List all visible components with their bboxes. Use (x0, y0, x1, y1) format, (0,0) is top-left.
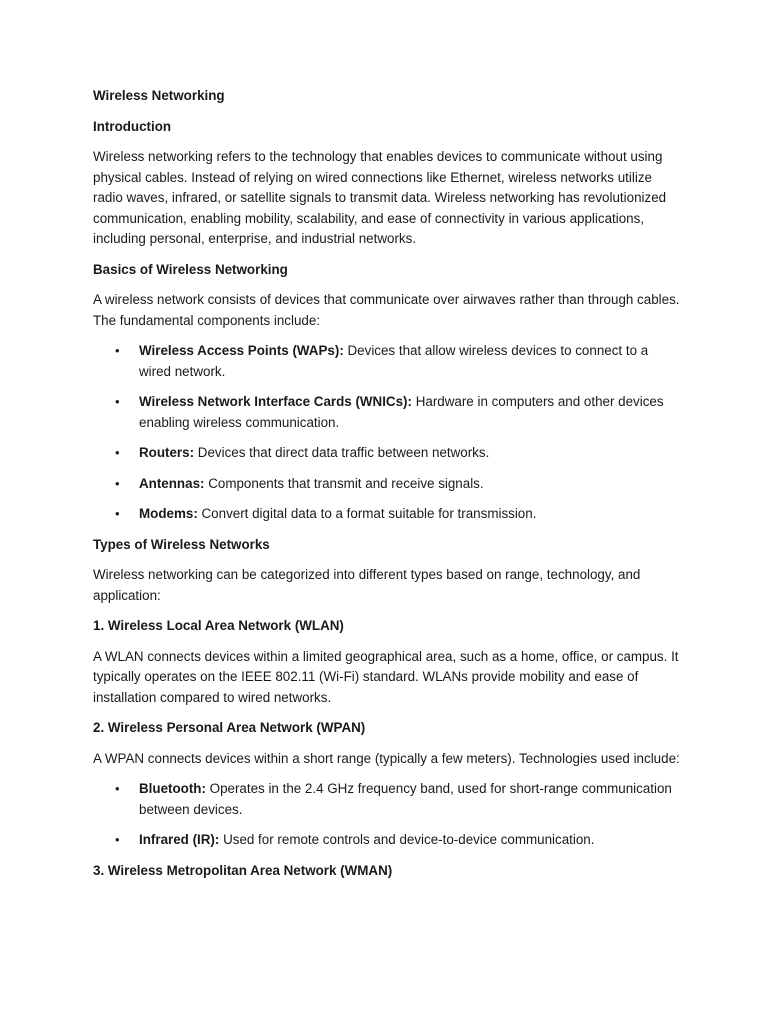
section-heading-types: Types of Wireless Networks (93, 536, 270, 552)
list-item-term: Wireless Network Interface Cards (WNICs): (139, 394, 412, 409)
list-item-description: Convert digital data to a format suitable for transmission. (197, 506, 537, 521)
list-item-description: Devices that direct data traffic between networks. (194, 445, 490, 460)
wlan-paragraph: A WLAN connects devices within a limited geographical area, such as a home, office, or campus. It typically operates on the IEEE 802.11 (Wi-Fi) standard. WLANs provide mobility and ease of installation compared to wired networks. (93, 648, 679, 705)
list-item (93, 392, 683, 433)
section-heading-basics: Basics of Wireless Networking (93, 261, 288, 277)
bullet-icon: • (115, 506, 120, 521)
bullet-icon: • (115, 394, 120, 409)
list-item (93, 779, 683, 820)
list-item-description: Operates in the 2.4 GHz frequency band, used for short-range communication between devices. (139, 781, 672, 817)
bullet-icon: • (115, 781, 120, 796)
list-item-term: Wireless Access Points (WAPs): (139, 343, 344, 358)
components-list (93, 341, 683, 525)
list-item (93, 504, 683, 525)
wpan-paragraph: A WPAN connects devices within a short range (typically a few meters). Technologies used include: (93, 750, 680, 766)
list-item (93, 443, 683, 464)
list-item-description: Hardware in computers and other devices enabling wireless communication. (139, 394, 664, 430)
bullet-icon: • (115, 475, 120, 491)
section-heading-wlan: 1. Wireless Local Area Network (WLAN) (93, 618, 344, 633)
types-paragraph: Wireless networking can be categorized into different types based on range, technology, and application: (93, 567, 641, 603)
basics-paragraph: A wireless network consists of devices that communicate over airwaves rather than through cables. The fundamental components include: (93, 292, 680, 328)
list-item-term: Bluetooth: (139, 781, 206, 796)
document-title: Wireless Networking (93, 88, 225, 103)
list-item (93, 830, 683, 851)
list-item-term: Infrared (IR): (139, 832, 220, 847)
introduction-paragraph: Wireless networking refers to the technology that enables devices to communicate without using physical cables. Instead of relying on wired connections like Ethernet, wireless networks utilize radio waves, infrared, or satellite signals to transmit data. Wireless networking has revolutionized communication, enabling mobility, scalability, and ease of connectivity in various applications, including personal, enterprise, and industrial networks. (93, 149, 667, 246)
list-item-term: Antennas: (139, 475, 205, 491)
bullet-icon: • (115, 445, 120, 460)
section-heading-wman: 3. Wireless Metropolitan Area Network (WMAN) (93, 862, 393, 878)
bullet-icon: • (115, 832, 120, 847)
list-item (93, 341, 683, 382)
section-heading-introduction: Introduction (93, 118, 172, 134)
wpan-technologies-list (93, 779, 683, 851)
list-item-term: Modems: (139, 506, 198, 521)
list-item-description: Components that transmit and receive signals. (204, 475, 484, 491)
bullet-icon: • (115, 343, 120, 358)
list-item-term: Routers: (139, 445, 195, 460)
document-page (93, 86, 683, 891)
list-item-description: Used for remote controls and device-to-device communication. (219, 832, 595, 847)
section-heading-wpan: 2. Wireless Personal Area Network (WPAN) (93, 720, 366, 735)
list-item (93, 474, 683, 495)
list-item-description: Devices that allow wireless devices to connect to a wired network. (139, 343, 649, 379)
